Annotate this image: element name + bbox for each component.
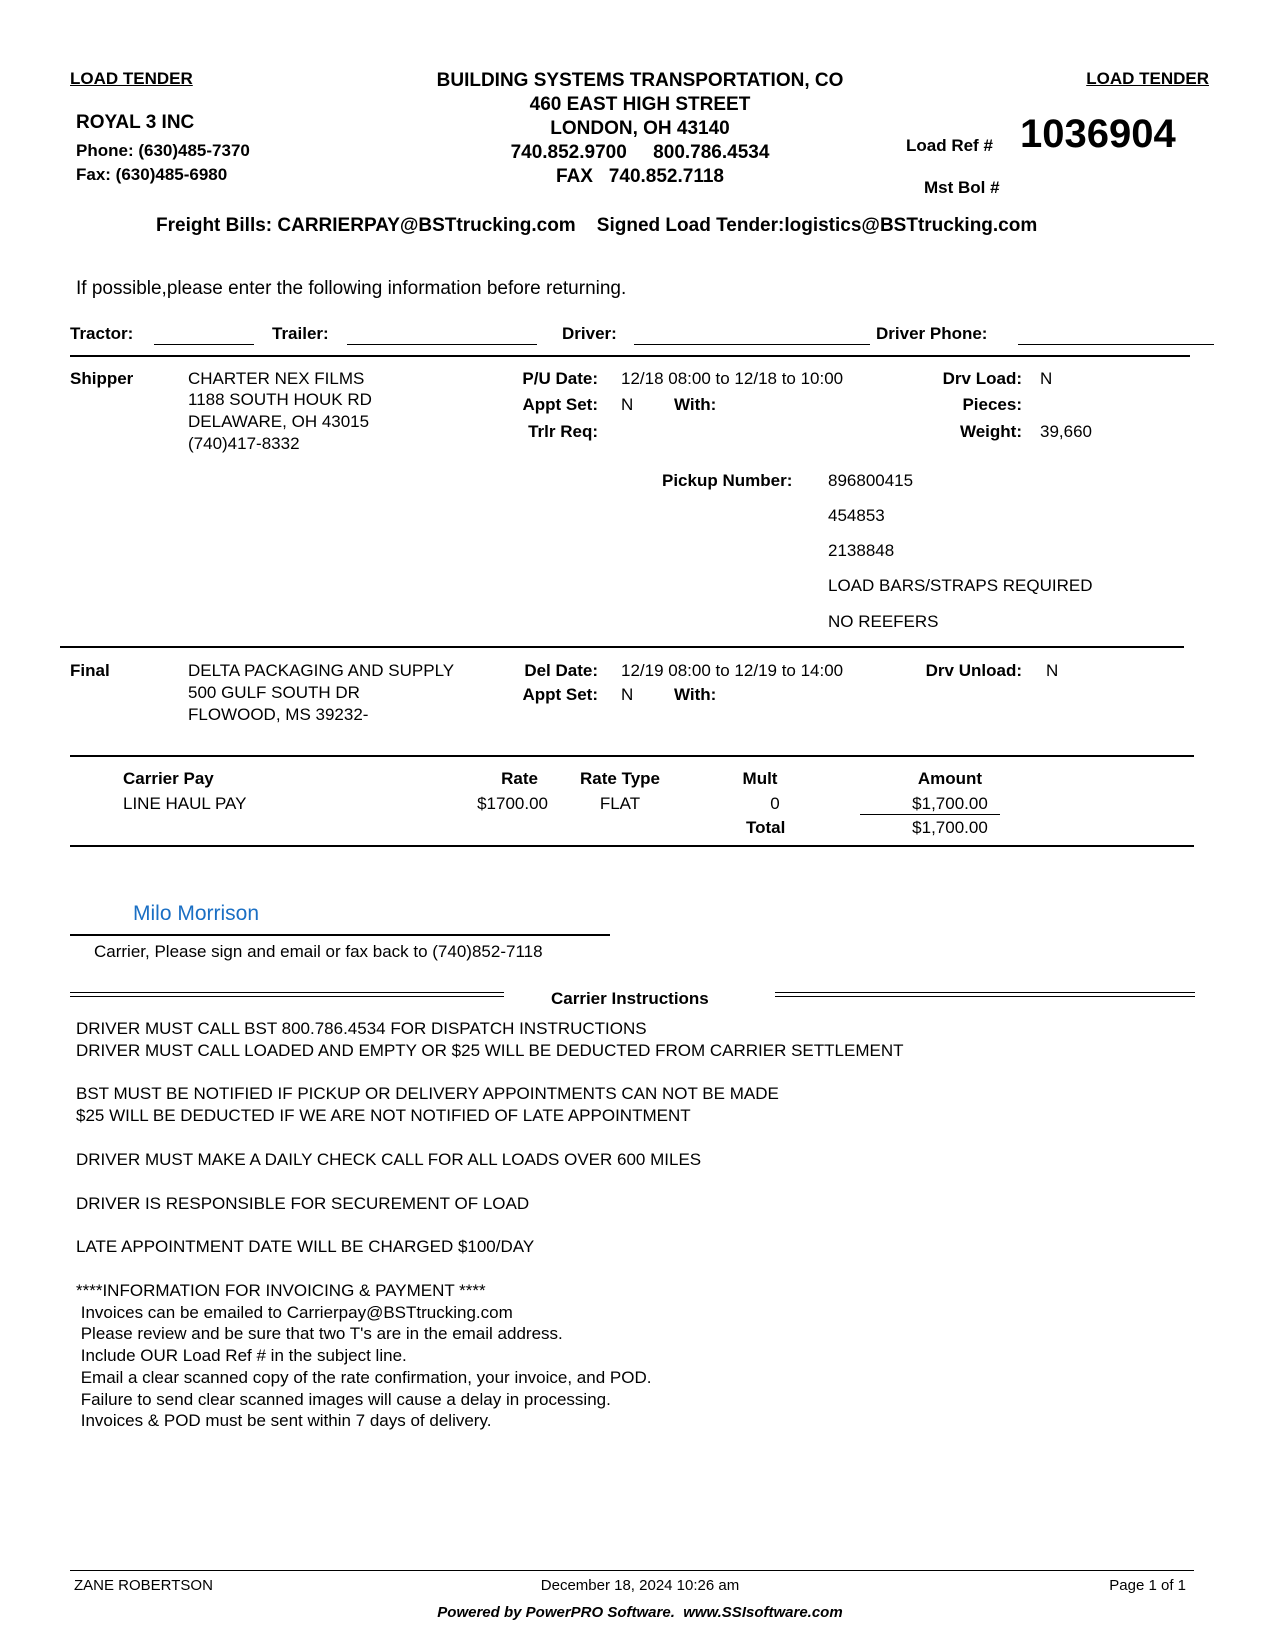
signature-note: Carrier, Please sign and email or fax back to (740)852-7118 [94, 942, 543, 961]
trailer-label: Trailer: [272, 324, 329, 343]
drv-load-label: Drv Load: [942, 369, 1022, 388]
tractor-label: Tractor: [70, 324, 134, 343]
final-with-label: With: [674, 685, 717, 704]
weight-label: Weight: [959, 422, 1022, 441]
final-street: 500 GULF SOUTH DR [188, 683, 360, 702]
intro-text: If possible,please enter the following information before returning. [76, 278, 627, 299]
mst-bol-label: Mst Bol # [924, 178, 1000, 197]
drv-unload-value: N [1046, 661, 1059, 680]
pay-row-amount: $1,700.00 [912, 794, 988, 813]
mult-header: Mult [742, 769, 778, 788]
driver-field[interactable] [634, 344, 870, 345]
carrier-name: ROYAL 3 INC [76, 112, 195, 133]
driver-phone-field[interactable] [1018, 344, 1214, 345]
total-label: Total [746, 818, 786, 837]
final-appt-set-value: N [621, 685, 634, 704]
pickup-line: 896800415 [828, 471, 914, 490]
trailer-field[interactable] [347, 344, 537, 345]
load-tender-title-right: LOAD TENDER [1086, 69, 1209, 88]
del-date-value: 12/19 08:00 to 12/19 to 14:00 [621, 661, 844, 680]
appt-set-label: Appt Set: [522, 395, 598, 414]
pickup-line: NO REEFERS [828, 612, 939, 631]
footer-timestamp: December 18, 2024 10:26 am [540, 1577, 740, 1594]
pieces-label: Pieces: [962, 395, 1022, 414]
weight-value: 39,660 [1040, 422, 1092, 441]
company-fax: FAX 740.852.7118 [556, 166, 724, 187]
email-instructions: Freight Bills: CARRIERPAY@BSTtrucking.com Signed Load Tender:logistics@BSTtrucking.com [156, 215, 1038, 236]
divider [70, 845, 1194, 847]
pickup-line: 2138848 [828, 541, 895, 560]
instruction-line: Invoices can be emailed to Carrierpay@BSTtrucking.com [76, 1303, 513, 1322]
instruction-line: DRIVER IS RESPONSIBLE FOR SECUREMENT OF LOAD [76, 1194, 530, 1213]
instruction-line: DRIVER MUST MAKE A DAILY CHECK CALL FOR ALL LOADS OVER 600 MILES [76, 1150, 702, 1169]
pay-row-rate: $1700.00 [477, 794, 548, 813]
divider [70, 755, 1194, 757]
amount-header: Amount [917, 769, 983, 788]
shipper-label: Shipper [70, 369, 134, 388]
company-name: BUILDING SYSTEMS TRANSPORTATION, CO [436, 70, 844, 91]
footer-powered: Powered by PowerPRO Software. www.SSIsoftware.com [437, 1604, 843, 1621]
final-appt-set-label: Appt Set: [522, 685, 598, 704]
pickup-line: LOAD BARS/STRAPS REQUIRED [828, 576, 1093, 595]
divider [60, 646, 1184, 648]
pay-row-desc: LINE HAUL PAY [123, 794, 247, 813]
footer-user: ZANE ROBERTSON [74, 1577, 213, 1594]
carrier-pay-header: Carrier Pay [123, 769, 214, 788]
del-date-label: Del Date: [524, 661, 598, 680]
shipper-city: DELAWARE, OH 43015 [188, 412, 370, 431]
appt-set-value: N [621, 395, 634, 414]
company-phones: 740.852.9700 800.786.4534 [510, 142, 770, 163]
divider [775, 992, 1195, 997]
instruction-line: BST MUST BE NOTIFIED IF PICKUP OR DELIVERY APPOINTMENTS CAN NOT BE MADE [76, 1084, 779, 1103]
company-street: 460 EAST HIGH STREET [529, 94, 751, 115]
load-tender-title-left: LOAD TENDER [70, 69, 193, 88]
instruction-line: Failure to send clear scanned images will cause a delay in processing. [76, 1390, 611, 1409]
pickup-line: 454853 [828, 506, 885, 525]
divider [70, 355, 1190, 357]
instruction-line: Email a clear scanned copy of the rate confirmation, your invoice, and POD. [76, 1368, 652, 1387]
pay-row-rate-type: FLAT [599, 794, 641, 813]
instruction-line: $25 WILL BE DEDUCTED IF WE ARE NOT NOTIFIED OF LATE APPOINTMENT [76, 1106, 691, 1125]
divider [70, 992, 504, 997]
rate-type-header: Rate Type [580, 769, 660, 788]
driver-phone-label: Driver Phone: [876, 324, 988, 343]
drv-unload-label: Drv Unload: [925, 661, 1022, 680]
total-value: $1,700.00 [912, 818, 988, 837]
company-city: LONDON, OH 43140 [550, 118, 730, 139]
shipper-name: CHARTER NEX FILMS [188, 369, 365, 388]
instruction-line: Invoices & POD must be sent within 7 days of delivery. [76, 1411, 492, 1430]
pu-date-value: 12/18 08:00 to 12/18 to 10:00 [621, 369, 844, 388]
signature: Milo Morrison [133, 902, 260, 925]
pay-row-mult: 0 [770, 794, 780, 813]
driver-label: Driver: [562, 324, 617, 343]
pickup-number-label: Pickup Number: [662, 471, 793, 490]
final-city: FLOWOOD, MS 39232- [188, 705, 369, 724]
instruction-line: Please review and be sure that two T's are in the email address. [76, 1324, 563, 1343]
shipper-street: 1188 SOUTH HOUK RD [188, 390, 372, 409]
drv-load-value: N [1040, 369, 1053, 388]
instruction-line: ****INFORMATION FOR INVOICING & PAYMENT **** [76, 1281, 486, 1300]
tractor-field[interactable] [154, 344, 254, 345]
load-ref-label: Load Ref # [906, 136, 993, 155]
signature-line[interactable] [70, 934, 610, 936]
load-ref-value: 1036904 [1020, 112, 1176, 156]
final-label: Final [70, 661, 110, 680]
rate-header: Rate [501, 769, 538, 788]
footer-page: Page 1 of 1 [1109, 1577, 1186, 1594]
instruction-line: Include OUR Load Ref # in the subject line. [76, 1346, 407, 1365]
instruction-line: DRIVER MUST CALL BST 800.786.4534 FOR DISPATCH INSTRUCTIONS [76, 1019, 647, 1038]
amount-underline [860, 814, 1000, 815]
carrier-phone: Phone: (630)485-7370 [76, 141, 250, 160]
instruction-line: DRIVER MUST CALL LOADED AND EMPTY OR $25 WILL BE DEDUCTED FROM CARRIER SETTLEMENT [76, 1041, 904, 1060]
trlr-req-label: Trlr Req: [528, 422, 598, 441]
carrier-instructions-title: Carrier Instructions [551, 989, 709, 1008]
pu-date-label: P/U Date: [522, 369, 598, 388]
with-label: With: [674, 395, 717, 414]
final-name: DELTA PACKAGING AND SUPPLY [188, 661, 455, 680]
shipper-phone: (740)417-8332 [188, 434, 300, 453]
carrier-fax: Fax: (630)485-6980 [76, 165, 228, 184]
footer-divider [70, 1570, 1194, 1571]
instruction-line: LATE APPOINTMENT DATE WILL BE CHARGED $100/DAY [76, 1237, 535, 1256]
